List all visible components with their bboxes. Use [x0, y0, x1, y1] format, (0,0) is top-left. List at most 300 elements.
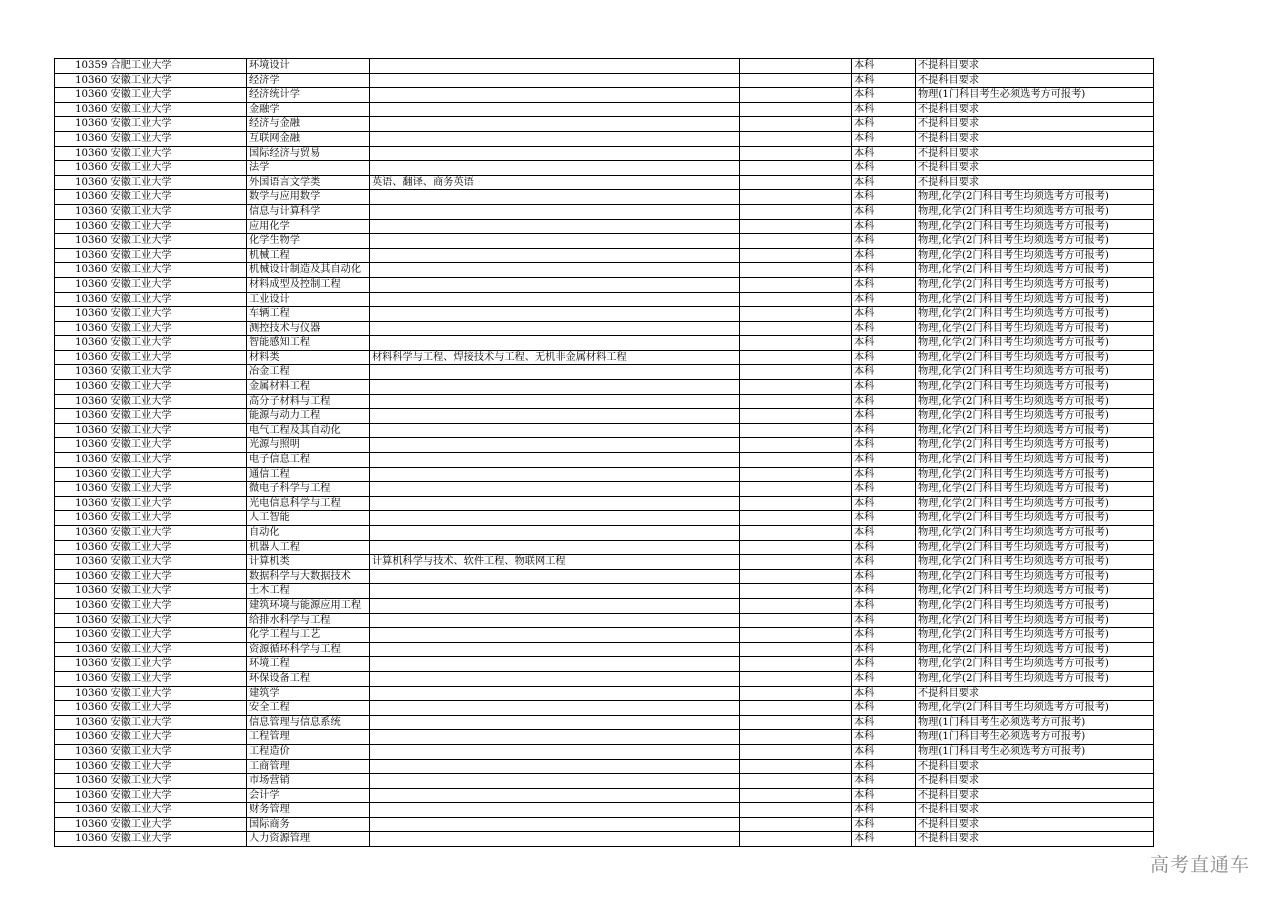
- school-code-cell: 10360: [55, 380, 109, 395]
- level-cell: 本科: [852, 671, 916, 686]
- level-cell: 本科: [852, 686, 916, 701]
- major-cell: 环保设备工程: [247, 671, 370, 686]
- empty-cell: [740, 467, 852, 482]
- included-majors-cell: [370, 774, 740, 789]
- subject-requirement-cell: 不提科目要求: [916, 73, 1154, 88]
- empty-cell: [740, 715, 852, 730]
- level-cell: 本科: [852, 453, 916, 468]
- major-cell: 车辆工程: [247, 307, 370, 322]
- included-majors-cell: [370, 131, 740, 146]
- included-majors-cell: [370, 277, 740, 292]
- school-code-cell: 10360: [55, 832, 109, 847]
- subject-requirement-cell: 物理,化学(2门科目考生均须选考方可报考): [916, 453, 1154, 468]
- school-name-cell: 安徽工业大学: [109, 584, 247, 599]
- school-code-cell: 10360: [55, 219, 109, 234]
- subject-requirement-cell: 物理,化学(2门科目考生均须选考方可报考): [916, 190, 1154, 205]
- school-code-cell: 10360: [55, 277, 109, 292]
- table-row: [55, 774, 1154, 789]
- table-row: [55, 102, 1154, 117]
- empty-cell: [740, 817, 852, 832]
- table-row: [55, 511, 1154, 526]
- major-cell: 人工智能: [247, 511, 370, 526]
- included-majors-cell: [370, 307, 740, 322]
- level-cell: 本科: [852, 540, 916, 555]
- included-majors-cell: [370, 701, 740, 716]
- empty-cell: [740, 803, 852, 818]
- level-cell: 本科: [852, 350, 916, 365]
- included-majors-cell: [370, 817, 740, 832]
- subject-requirement-cell: 物理,化学(2门科目考生均须选考方可报考): [916, 701, 1154, 716]
- included-majors-cell: [370, 292, 740, 307]
- included-majors-cell: [370, 321, 740, 336]
- subject-requirement-cell: 不提科目要求: [916, 161, 1154, 176]
- subject-requirement-cell: 不提科目要求: [916, 146, 1154, 161]
- level-cell: 本科: [852, 131, 916, 146]
- school-name-cell: 安徽工业大学: [109, 817, 247, 832]
- included-majors-cell: [370, 248, 740, 263]
- school-code-cell: 10360: [55, 642, 109, 657]
- major-cell: 工程造价: [247, 744, 370, 759]
- subject-requirement-cell: 物理(1门科目考生必须选考方可报考): [916, 744, 1154, 759]
- subject-requirement-cell: 物理,化学(2门科目考生均须选考方可报考): [916, 219, 1154, 234]
- school-code-cell: 10360: [55, 248, 109, 263]
- level-cell: 本科: [852, 511, 916, 526]
- subject-requirement-cell: 物理,化学(2门科目考生均须选考方可报考): [916, 248, 1154, 263]
- level-cell: 本科: [852, 321, 916, 336]
- school-name-cell: 安徽工业大学: [109, 788, 247, 803]
- major-cell: 建筑学: [247, 686, 370, 701]
- school-name-cell: 安徽工业大学: [109, 715, 247, 730]
- included-majors-cell: [370, 467, 740, 482]
- major-cell: 信息与计算科学: [247, 204, 370, 219]
- school-code-cell: 10360: [55, 584, 109, 599]
- school-code-cell: 10360: [55, 234, 109, 249]
- included-majors-cell: [370, 628, 740, 643]
- included-majors-cell: [370, 409, 740, 424]
- table-row: [55, 788, 1154, 803]
- table-row: [55, 365, 1154, 380]
- subject-requirement-cell: 物理,化学(2门科目考生均须选考方可报考): [916, 598, 1154, 613]
- table-row: [55, 686, 1154, 701]
- school-code-cell: 10360: [55, 657, 109, 672]
- major-cell: 测控技术与仪器: [247, 321, 370, 336]
- included-majors-cell: [370, 263, 740, 278]
- table-row: [55, 467, 1154, 482]
- subject-requirement-cell: 物理,化学(2门科目考生均须选考方可报考): [916, 511, 1154, 526]
- level-cell: 本科: [852, 526, 916, 541]
- level-cell: 本科: [852, 102, 916, 117]
- level-cell: 本科: [852, 584, 916, 599]
- level-cell: 本科: [852, 642, 916, 657]
- school-code-cell: 10360: [55, 88, 109, 103]
- subject-requirement-cell: 物理,化学(2门科目考生均须选考方可报考): [916, 234, 1154, 249]
- empty-cell: [740, 628, 852, 643]
- table-row: [55, 657, 1154, 672]
- table-row: [55, 234, 1154, 249]
- school-code-cell: 10360: [55, 496, 109, 511]
- school-name-cell: 安徽工业大学: [109, 307, 247, 322]
- level-cell: 本科: [852, 832, 916, 847]
- empty-cell: [740, 131, 852, 146]
- included-majors-cell: [370, 73, 740, 88]
- subject-requirement-cell: 物理(1门科目考生必须选考方可报考): [916, 715, 1154, 730]
- included-majors-cell: [370, 511, 740, 526]
- empty-cell: [740, 102, 852, 117]
- subject-requirement-cell: 物理,化学(2门科目考生均须选考方可报考): [916, 438, 1154, 453]
- school-code-cell: 10360: [55, 146, 109, 161]
- school-code-cell: 10360: [55, 598, 109, 613]
- included-majors-cell: [370, 744, 740, 759]
- empty-cell: [740, 686, 852, 701]
- included-majors-cell: [370, 336, 740, 351]
- level-cell: 本科: [852, 277, 916, 292]
- subject-requirement-cell: 物理,化学(2门科目考生均须选考方可报考): [916, 540, 1154, 555]
- empty-cell: [740, 642, 852, 657]
- table-row: [55, 438, 1154, 453]
- major-cell: 建筑环境与能源应用工程: [247, 598, 370, 613]
- school-name-cell: 安徽工业大学: [109, 321, 247, 336]
- school-code-cell: 10360: [55, 336, 109, 351]
- included-majors-cell: [370, 613, 740, 628]
- table-row: [55, 423, 1154, 438]
- included-majors-cell: [370, 540, 740, 555]
- empty-cell: [740, 73, 852, 88]
- subject-requirement-cell: 物理,化学(2门科目考生均须选考方可报考): [916, 642, 1154, 657]
- school-name-cell: 安徽工业大学: [109, 131, 247, 146]
- school-name-cell: 安徽工业大学: [109, 569, 247, 584]
- empty-cell: [740, 234, 852, 249]
- school-name-cell: 安徽工业大学: [109, 730, 247, 745]
- level-cell: 本科: [852, 292, 916, 307]
- school-name-cell: 安徽工业大学: [109, 292, 247, 307]
- subject-requirement-cell: 物理,化学(2门科目考生均须选考方可报考): [916, 204, 1154, 219]
- empty-cell: [740, 584, 852, 599]
- school-name-cell: 安徽工业大学: [109, 117, 247, 132]
- included-majors-cell: [370, 715, 740, 730]
- included-majors-cell: [370, 453, 740, 468]
- subject-requirement-cell: 物理,化学(2门科目考生均须选考方可报考): [916, 628, 1154, 643]
- level-cell: 本科: [852, 730, 916, 745]
- subject-requirement-cell: 不提科目要求: [916, 788, 1154, 803]
- major-cell: 信息管理与信息系统: [247, 715, 370, 730]
- school-code-cell: 10360: [55, 613, 109, 628]
- school-code-cell: 10360: [55, 409, 109, 424]
- empty-cell: [740, 701, 852, 716]
- subject-requirement-cell: 物理,化学(2门科目考生均须选考方可报考): [916, 336, 1154, 351]
- school-name-cell: 安徽工业大学: [109, 467, 247, 482]
- subject-requirement-cell: 物理,化学(2门科目考生均须选考方可报考): [916, 394, 1154, 409]
- major-cell: 数学与应用数学: [247, 190, 370, 205]
- included-majors-cell: [370, 380, 740, 395]
- included-majors-cell: [370, 496, 740, 511]
- school-name-cell: 安徽工业大学: [109, 438, 247, 453]
- subject-requirement-cell: 不提科目要求: [916, 803, 1154, 818]
- major-cell: 化学生物学: [247, 234, 370, 249]
- table-row: [55, 671, 1154, 686]
- empty-cell: [740, 555, 852, 570]
- table-row: [55, 569, 1154, 584]
- table-row: [55, 307, 1154, 322]
- level-cell: 本科: [852, 817, 916, 832]
- table-row: [55, 175, 1154, 190]
- major-cell: 冶金工程: [247, 365, 370, 380]
- subject-requirement-cell: 物理,化学(2门科目考生均须选考方可报考): [916, 657, 1154, 672]
- table-row: [55, 263, 1154, 278]
- school-name-cell: 安徽工业大学: [109, 803, 247, 818]
- empty-cell: [740, 219, 852, 234]
- table-row: [55, 817, 1154, 832]
- included-majors-cell: [370, 204, 740, 219]
- subject-requirement-cell: 不提科目要求: [916, 759, 1154, 774]
- school-code-cell: 10360: [55, 365, 109, 380]
- empty-cell: [740, 204, 852, 219]
- school-name-cell: 安徽工业大学: [109, 263, 247, 278]
- subject-requirement-cell: 不提科目要求: [916, 686, 1154, 701]
- major-cell: 能源与动力工程: [247, 409, 370, 424]
- school-code-cell: 10360: [55, 701, 109, 716]
- empty-cell: [740, 744, 852, 759]
- major-cell: 机械工程: [247, 248, 370, 263]
- table-row: [55, 555, 1154, 570]
- subject-requirement-cell: 物理,化学(2门科目考生均须选考方可报考): [916, 380, 1154, 395]
- empty-cell: [740, 482, 852, 497]
- school-code-cell: 10360: [55, 759, 109, 774]
- subject-requirement-cell: 物理,化学(2门科目考生均须选考方可报考): [916, 482, 1154, 497]
- empty-cell: [740, 423, 852, 438]
- empty-cell: [740, 263, 852, 278]
- major-cell: 环境设计: [247, 59, 370, 74]
- table-row: [55, 73, 1154, 88]
- school-name-cell: 安徽工业大学: [109, 657, 247, 672]
- school-name-cell: 安徽工业大学: [109, 190, 247, 205]
- level-cell: 本科: [852, 744, 916, 759]
- level-cell: 本科: [852, 117, 916, 132]
- level-cell: 本科: [852, 263, 916, 278]
- table-row: [55, 803, 1154, 818]
- school-code-cell: 10360: [55, 175, 109, 190]
- table-row: [55, 131, 1154, 146]
- empty-cell: [740, 569, 852, 584]
- table-row: [55, 628, 1154, 643]
- table-row: [55, 59, 1154, 74]
- subject-requirement-cell: 物理,化学(2门科目考生均须选考方可报考): [916, 584, 1154, 599]
- major-cell: 人力资源管理: [247, 832, 370, 847]
- empty-cell: [740, 526, 852, 541]
- included-majors-cell: [370, 219, 740, 234]
- table-row: [55, 350, 1154, 365]
- table-row: [55, 219, 1154, 234]
- school-name-cell: 安徽工业大学: [109, 336, 247, 351]
- school-name-cell: 安徽工业大学: [109, 759, 247, 774]
- empty-cell: [740, 832, 852, 847]
- level-cell: 本科: [852, 774, 916, 789]
- school-code-cell: 10360: [55, 788, 109, 803]
- table-row: [55, 190, 1154, 205]
- level-cell: 本科: [852, 365, 916, 380]
- included-majors-cell: [370, 832, 740, 847]
- subject-requirement-cell: 物理,化学(2门科目考生均须选考方可报考): [916, 467, 1154, 482]
- table-row: [55, 453, 1154, 468]
- school-code-cell: 10360: [55, 204, 109, 219]
- table-row: [55, 598, 1154, 613]
- level-cell: 本科: [852, 59, 916, 74]
- major-cell: 计算机类: [247, 555, 370, 570]
- level-cell: 本科: [852, 175, 916, 190]
- school-code-cell: 10360: [55, 423, 109, 438]
- empty-cell: [740, 307, 852, 322]
- table-row: [55, 613, 1154, 628]
- included-majors-cell: 计算机科学与技术、软件工程、物联网工程: [370, 555, 740, 570]
- school-name-cell: 安徽工业大学: [109, 234, 247, 249]
- school-name-cell: 安徽工业大学: [109, 277, 247, 292]
- school-code-cell: 10360: [55, 817, 109, 832]
- empty-cell: [740, 774, 852, 789]
- subject-requirement-cell: 物理,化学(2门科目考生均须选考方可报考): [916, 569, 1154, 584]
- major-cell: 应用化学: [247, 219, 370, 234]
- subject-requirement-cell: 物理,化学(2门科目考生均须选考方可报考): [916, 263, 1154, 278]
- school-code-cell: 10360: [55, 774, 109, 789]
- subject-requirement-cell: 物理,化学(2门科目考生均须选考方可报考): [916, 671, 1154, 686]
- empty-cell: [740, 161, 852, 176]
- level-cell: 本科: [852, 803, 916, 818]
- school-code-cell: 10360: [55, 540, 109, 555]
- major-cell: 国际商务: [247, 817, 370, 832]
- subject-requirement-cell: 物理,化学(2门科目考生均须选考方可报考): [916, 292, 1154, 307]
- level-cell: 本科: [852, 569, 916, 584]
- level-cell: 本科: [852, 146, 916, 161]
- level-cell: 本科: [852, 394, 916, 409]
- level-cell: 本科: [852, 438, 916, 453]
- school-name-cell: 安徽工业大学: [109, 613, 247, 628]
- table-row: [55, 161, 1154, 176]
- included-majors-cell: [370, 365, 740, 380]
- school-name-cell: 安徽工业大学: [109, 701, 247, 716]
- school-name-cell: 安徽工业大学: [109, 686, 247, 701]
- school-name-cell: 安徽工业大学: [109, 204, 247, 219]
- school-name-cell: 安徽工业大学: [109, 161, 247, 176]
- empty-cell: [740, 117, 852, 132]
- school-name-cell: 安徽工业大学: [109, 540, 247, 555]
- major-cell: 给排水科学与工程: [247, 613, 370, 628]
- major-cell: 机器人工程: [247, 540, 370, 555]
- level-cell: 本科: [852, 788, 916, 803]
- table-row: [55, 584, 1154, 599]
- empty-cell: [740, 540, 852, 555]
- major-cell: 土木工程: [247, 584, 370, 599]
- school-code-cell: 10360: [55, 307, 109, 322]
- empty-cell: [740, 598, 852, 613]
- school-name-cell: 安徽工业大学: [109, 146, 247, 161]
- included-majors-cell: [370, 686, 740, 701]
- subject-requirement-cell: 不提科目要求: [916, 59, 1154, 74]
- empty-cell: [740, 730, 852, 745]
- subject-requirement-cell: 物理,化学(2门科目考生均须选考方可报考): [916, 526, 1154, 541]
- included-majors-cell: [370, 526, 740, 541]
- included-majors-cell: 英语、翻译、商务英语: [370, 175, 740, 190]
- major-cell: 工程管理: [247, 730, 370, 745]
- school-name-cell: 安徽工业大学: [109, 102, 247, 117]
- included-majors-cell: [370, 671, 740, 686]
- included-majors-cell: 材料科学与工程、焊接技术与工程、无机非金属材料工程: [370, 350, 740, 365]
- subject-requirement-cell: 不提科目要求: [916, 117, 1154, 132]
- table-row: [55, 832, 1154, 847]
- subject-requirement-cell: 物理,化学(2门科目考生均须选考方可报考): [916, 350, 1154, 365]
- major-cell: 数据科学与大数据技术: [247, 569, 370, 584]
- level-cell: 本科: [852, 190, 916, 205]
- school-code-cell: 10360: [55, 511, 109, 526]
- school-name-cell: 安徽工业大学: [109, 453, 247, 468]
- school-name-cell: 安徽工业大学: [109, 423, 247, 438]
- school-code-cell: 10360: [55, 263, 109, 278]
- empty-cell: [740, 511, 852, 526]
- included-majors-cell: [370, 146, 740, 161]
- included-majors-cell: [370, 394, 740, 409]
- level-cell: 本科: [852, 336, 916, 351]
- level-cell: 本科: [852, 496, 916, 511]
- empty-cell: [740, 613, 852, 628]
- subject-requirement-cell: 物理,化学(2门科目考生均须选考方可报考): [916, 307, 1154, 322]
- major-cell: 高分子材料与工程: [247, 394, 370, 409]
- school-code-cell: 10360: [55, 628, 109, 643]
- school-code-cell: 10360: [55, 467, 109, 482]
- empty-cell: [740, 292, 852, 307]
- table-row: [55, 744, 1154, 759]
- subject-requirement-cell: 物理,化学(2门科目考生均须选考方可报考): [916, 613, 1154, 628]
- school-name-cell: 安徽工业大学: [109, 248, 247, 263]
- subject-requirement-cell: 物理,化学(2门科目考生均须选考方可报考): [916, 321, 1154, 336]
- level-cell: 本科: [852, 423, 916, 438]
- empty-cell: [740, 190, 852, 205]
- school-name-cell: 安徽工业大学: [109, 394, 247, 409]
- level-cell: 本科: [852, 715, 916, 730]
- level-cell: 本科: [852, 555, 916, 570]
- included-majors-cell: [370, 584, 740, 599]
- empty-cell: [740, 438, 852, 453]
- subject-requirement-cell: 物理,化学(2门科目考生均须选考方可报考): [916, 555, 1154, 570]
- table-row: [55, 730, 1154, 745]
- included-majors-cell: [370, 657, 740, 672]
- table-row: [55, 759, 1154, 774]
- table-body: [55, 59, 1154, 847]
- included-majors-cell: [370, 598, 740, 613]
- empty-cell: [740, 394, 852, 409]
- level-cell: 本科: [852, 409, 916, 424]
- table-row: [55, 117, 1154, 132]
- empty-cell: [740, 788, 852, 803]
- school-code-cell: 10360: [55, 744, 109, 759]
- level-cell: 本科: [852, 701, 916, 716]
- school-code-cell: 10360: [55, 803, 109, 818]
- level-cell: 本科: [852, 598, 916, 613]
- level-cell: 本科: [852, 657, 916, 672]
- included-majors-cell: [370, 88, 740, 103]
- subject-requirement-cell: 物理,化学(2门科目考生均须选考方可报考): [916, 496, 1154, 511]
- subject-requirement-cell: 不提科目要求: [916, 832, 1154, 847]
- major-cell: 外国语言文学类: [247, 175, 370, 190]
- empty-cell: [740, 146, 852, 161]
- table-row: [55, 204, 1154, 219]
- level-cell: 本科: [852, 219, 916, 234]
- major-cell: 经济学: [247, 73, 370, 88]
- included-majors-cell: [370, 423, 740, 438]
- level-cell: 本科: [852, 613, 916, 628]
- major-cell: 金属材料工程: [247, 380, 370, 395]
- school-code-cell: 10360: [55, 438, 109, 453]
- level-cell: 本科: [852, 88, 916, 103]
- major-cell: 环境工程: [247, 657, 370, 672]
- empty-cell: [740, 365, 852, 380]
- table-row: [55, 526, 1154, 541]
